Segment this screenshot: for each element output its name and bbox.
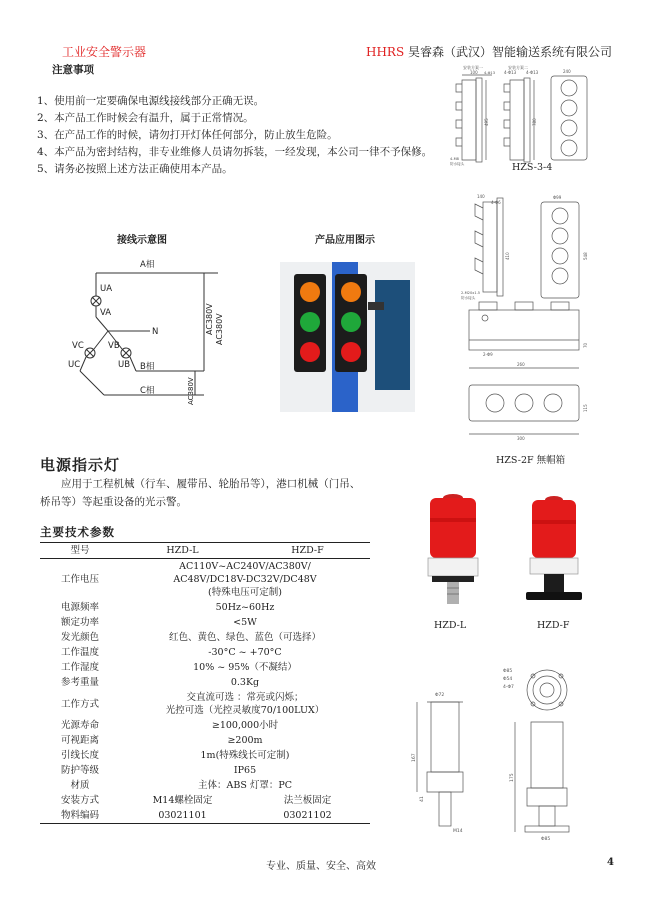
- page-number: 4: [607, 857, 614, 868]
- table-row: [40, 660, 370, 675]
- hzs2f-dim: 548: [583, 252, 588, 260]
- note-item: 3、在产品工作的时候，请勿打开灯体任何部分，防止放生危险。: [37, 129, 338, 141]
- table-row: [40, 600, 370, 615]
- wiring-label: VA: [100, 308, 112, 318]
- spec-key: 工作温度: [60, 647, 99, 658]
- table-row: [40, 808, 370, 824]
- hzs34-dim: 4-Φ13: [484, 71, 495, 75]
- spec-key: 额定功率: [60, 617, 99, 628]
- notes-title: 注意事项: [52, 64, 94, 76]
- spec-value: ≥100,000小时: [211, 720, 279, 731]
- footer-slogan: 专业、质量、安全、高效: [266, 861, 376, 872]
- specs-header-cell: HZD-L: [120, 543, 245, 559]
- hzd-dim: Φ85: [503, 669, 513, 674]
- header-company: [366, 43, 612, 60]
- wiring-label: UB: [118, 360, 131, 370]
- hzd-dim: Φ72: [435, 693, 445, 698]
- table-row: [40, 748, 370, 763]
- power-light-title: 电源指示灯: [40, 456, 121, 474]
- spec-key: 安装方式: [60, 795, 99, 806]
- spec-value: 0.3Kg: [230, 677, 260, 688]
- hzs2f-dim: 70: [583, 342, 588, 348]
- spec-key: 引线长度: [60, 750, 99, 761]
- table-row: [40, 793, 370, 808]
- spec-value: AC110V~AC240V/AC380V/ AC48V/DC18V-DC32V/DC48V (特殊电压可定制): [173, 561, 317, 598]
- spec-value: M14螺栓固定: [152, 795, 213, 806]
- wiring-label: N: [152, 327, 159, 337]
- hzs2f-dim: 防水接头: [461, 296, 476, 300]
- hzs34-dim: 4-Φ13: [504, 70, 517, 75]
- wiring-label: A相: [140, 260, 155, 270]
- wiring-label: AC380V: [215, 313, 224, 345]
- hzs34-caption: HZS-3-4: [512, 162, 553, 173]
- note-item: 5、请务必按照上述方法正确使用本产品。: [37, 163, 233, 175]
- hzs2f-dim: 4-Φ6: [491, 200, 501, 205]
- wiring-label: UC: [68, 360, 81, 370]
- specs-table: [40, 542, 370, 824]
- wiring-label: VB: [108, 341, 120, 351]
- spec-key: 物料编码: [40, 808, 120, 824]
- table-row: [40, 675, 370, 690]
- spec-value: 法兰板固定: [283, 795, 332, 806]
- hzd-l-photo: [418, 488, 488, 613]
- wiring-label: AC380V: [187, 377, 195, 405]
- hzs2f-dim: 2-Φ9: [483, 352, 493, 357]
- header-left-title: 工业安全警示器: [62, 45, 147, 59]
- spec-key: 工作方式: [60, 698, 99, 710]
- table-row: [40, 778, 370, 793]
- hzd-dim: Φ85: [541, 837, 551, 842]
- hzs2f-dim: 260: [517, 362, 525, 367]
- hzs34-dim: 防水接头: [450, 162, 465, 166]
- wiring-label: UA: [100, 284, 113, 294]
- spec-key: 材质: [70, 780, 90, 791]
- spec-value: <5W: [233, 617, 257, 628]
- spec-value: 红色、黄色、绿色、蓝色（可选择）: [168, 632, 321, 643]
- power-light-desc: 应用于工程机械（行车、履带吊、轮胎吊等），港口机械（门吊、桥吊等）等起重设备的光示警。: [40, 478, 361, 508]
- hzs34-dim: 780: [532, 118, 537, 126]
- hzd-dim: Φ54: [503, 677, 513, 682]
- note-item: 2、本产品工作时候会有温升，属于正常情况。: [37, 112, 254, 124]
- spec-key: 防护等级: [60, 765, 99, 776]
- hzd-f-photo: [524, 492, 584, 607]
- hzd-dim: 41: [420, 796, 425, 802]
- hzd-f-caption: HZD-F: [537, 620, 570, 631]
- table-row: [40, 690, 370, 718]
- specs-header-cell: 型号: [40, 543, 120, 559]
- hzs2f-dim: Φ99: [553, 195, 562, 200]
- application-photo: [280, 262, 415, 412]
- hzd-dim: 175: [510, 773, 515, 782]
- spec-value: 03021101: [120, 808, 245, 824]
- hzs2f-dim: 115: [583, 404, 588, 412]
- wiring-label: VC: [72, 341, 84, 351]
- specs-title: 主要技术参数: [40, 525, 115, 539]
- spec-key: 发光颜色: [60, 632, 99, 643]
- hzs34-dim: 240: [563, 69, 571, 74]
- hzs2f-drawing: [455, 190, 595, 450]
- spec-key: 工作湿度: [60, 662, 99, 673]
- spec-key: 参考重量: [60, 677, 99, 688]
- spec-key: 光源寿命: [60, 720, 99, 731]
- spec-value: 50Hz~60Hz: [215, 602, 275, 613]
- brand-name: HHRS: [366, 45, 405, 59]
- spec-key: 工作电压: [60, 574, 99, 585]
- spec-value: 10% ~ 95%（不凝结）: [193, 662, 297, 673]
- hzd-dim: M14: [453, 829, 463, 834]
- wiring-title: 接线示意图: [117, 235, 167, 246]
- hzs34-dim: 安装方案一: [463, 65, 483, 70]
- wiring-label: C相: [140, 386, 155, 396]
- note-item: 1、使用前一定要确保电源线接线部分正确无误。: [37, 95, 265, 107]
- wiring-label: AC380V: [205, 303, 214, 335]
- table-row: [40, 615, 370, 630]
- hzs2f-dim: 2-M20x1.5: [461, 291, 481, 295]
- table-row: [40, 645, 370, 660]
- notes-list: [37, 93, 432, 178]
- wiring-label: B相: [140, 362, 155, 372]
- hzs34-dim: 100: [470, 70, 478, 75]
- spec-key: 电源频率: [60, 602, 99, 613]
- hzs2f-caption: HZS-2F 無帽箱: [496, 455, 566, 466]
- hzs2f-dim: 410: [505, 252, 510, 260]
- table-row: [40, 559, 370, 601]
- table-row: [40, 733, 370, 748]
- specs-header-cell: HZD-F: [245, 543, 370, 559]
- hzs34-dim: 4-Φ13: [526, 70, 539, 75]
- spec-value: ≥200m: [227, 735, 263, 746]
- hzd-drawing: [405, 662, 595, 842]
- note-item: 4、本产品为密封结构，非专业维修人员请勿拆装，一经发现，本公司一律不予保修。: [37, 146, 433, 158]
- company-name: 昊睿森（武汉）智能输送系统有限公司: [408, 45, 613, 59]
- hzs34-dim: 495: [484, 118, 489, 126]
- application-title: 产品应用图示: [315, 235, 375, 246]
- hzd-dim: 167: [412, 753, 417, 762]
- hzs2f-dim: 140: [477, 194, 485, 199]
- hzd-l-caption: HZD-L: [434, 620, 467, 631]
- spec-value: 交直流可选 ：常亮或闪烁； 光控可选（光控灵敏度70/100LUX）: [165, 692, 325, 716]
- hzd-dim: 4-Φ7: [503, 685, 514, 690]
- spec-value: 主体：ABS 灯罩：PC: [197, 780, 293, 791]
- spec-value: -30°C ~ +70°C: [208, 647, 282, 658]
- hzs34-dim: 4-M8: [450, 157, 459, 161]
- spec-value: IP65: [233, 765, 257, 776]
- hzs2f-dim: 300: [517, 436, 525, 441]
- spec-key: 可视距离: [60, 735, 99, 746]
- spec-value: 03021102: [245, 808, 370, 824]
- spec-value: 1m(特殊线长可定制): [200, 750, 290, 761]
- hzs34-dim: 安装方案二: [508, 65, 528, 70]
- table-row: [40, 763, 370, 778]
- specs-header-row: [40, 543, 370, 559]
- table-row: [40, 630, 370, 645]
- table-row: [40, 718, 370, 733]
- wiring-diagram: [70, 255, 230, 415]
- hzs34-drawing: [448, 62, 598, 174]
